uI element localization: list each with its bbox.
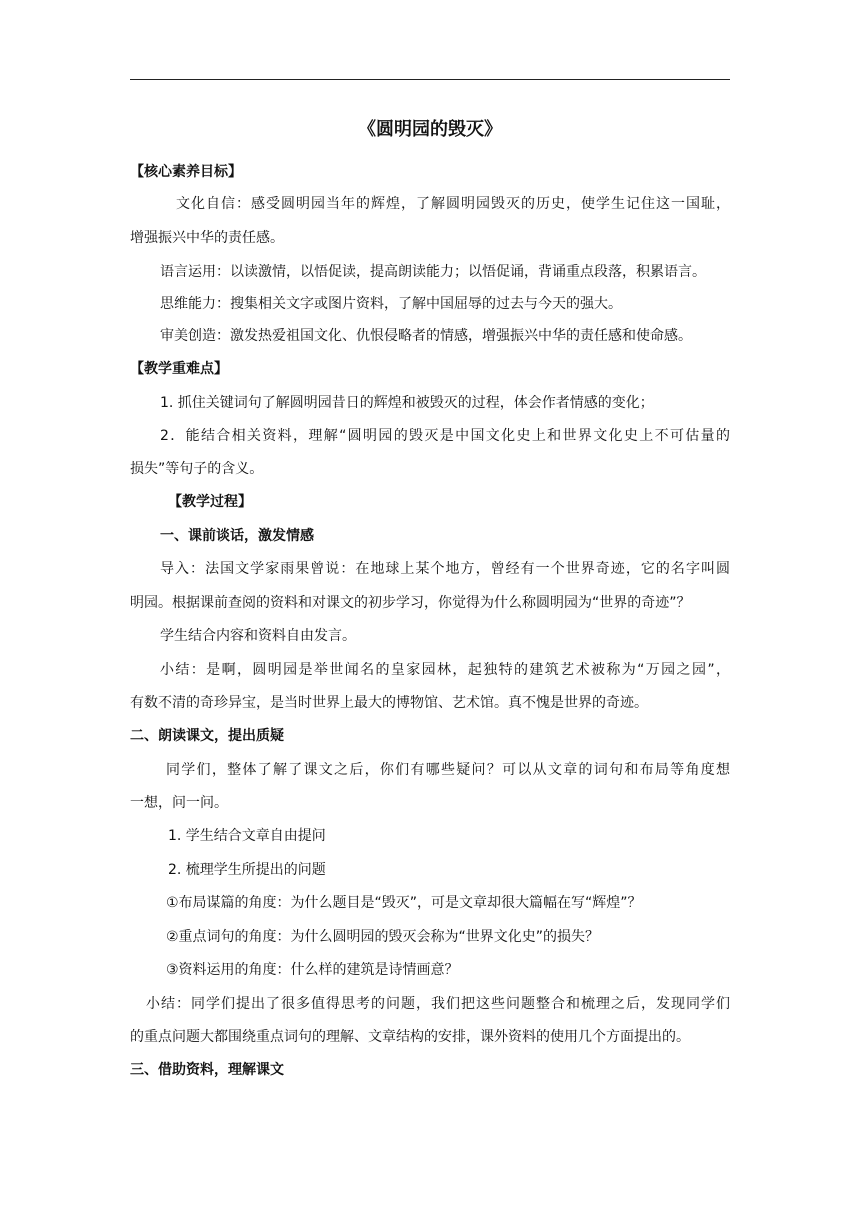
goal-culture-line-1: 文化自信：感受圆明园当年的辉煌，了解圆明园毁灭的历史，使学生记住这一国耻， [176,196,730,212]
step2-summary-line-2: 的重点问题大都围绕重点词句的理解、文章结构的安排，课外资料的使用几个方面提出的。 [130,1029,690,1045]
step3-heading: 三、借助资料，理解课文 [130,1062,284,1078]
step2-item-2: 2. 梳理学生所提出的问题 [168,862,326,878]
step1-student: 学生结合内容和资料自由发言。 [160,628,356,644]
step1-intro-line-1: 导入：法国文学家雨果曾说：在地球上某个地方，曾经有一个世界奇迹，它的名字叫圆 [160,561,730,577]
document-title: 《圆明园的毁灭》 [358,119,502,140]
goal-language: 语言运用：以读激情，以悟促读，提高朗读能力；以悟促诵，背诵重点段落，积累语言。 [160,264,706,280]
step1-heading: 一、课前谈话，激发情感 [160,528,314,544]
section-heading-key-points: 【教学重难点】 [130,361,228,377]
key-point-2-line-1: 2．能结合相关资料，理解“圆明园的毁灭是中国文化史上和世界文化史上不可估量的 [160,428,730,444]
section-heading-process: 【教学过程】 [168,494,252,510]
step1-summary-line-1: 小结：是啊，圆明园是举世闻名的皇家园林，起独特的建筑艺术被称为“万园之园”， [160,662,730,678]
step2-question-1: ①布局谋篇的角度：为什么题目是“毁灭”，可是文章却很大篇幅在写“辉煌”？ [166,895,642,911]
key-point-1: 1. 抓住关键词句了解圆明园昔日的辉煌和被毁灭的过程，体会作者情感的变化； [160,395,654,411]
header-rule [130,79,730,80]
step2-prompt-line-1: 同学们，整体了解了课文之后，你们有哪些疑问？可以从文章的词句和布局等角度想 [166,762,730,778]
step1-intro-line-2: 明园。根据课前查阅的资料和对课文的初步学习，你觉得为什么称圆明园为“世界的奇迹”？ [130,595,691,611]
goal-aesthetic: 审美创造：激发热爱祖国文化、仇恨侵略者的情感，增强振兴中华的责任感和使命感。 [160,328,692,344]
step2-question-2: ②重点词句的角度：为什么圆明园的毁灭会称为“世界文化史”的损失？ [166,929,600,945]
step2-prompt-line-2: 一想，问一问。 [130,795,228,811]
step2-question-3: ③资料运用的角度：什么样的建筑是诗情画意？ [166,962,459,978]
step2-heading: 二、朗读课文，提出质疑 [130,728,284,744]
step2-summary-line-1: 小结：同学们提出了很多值得思考的问题，我们把这些问题整合和梳理之后，发现同学们 [146,996,730,1012]
section-heading-goals: 【核心素养目标】 [130,164,242,180]
step2-item-1: 1. 学生结合文章自由提问 [168,828,326,844]
key-point-2-line-2: 损失”等句子的含义。 [130,461,264,477]
step1-summary-line-2: 有数不清的奇珍异宝，是当时世界上最大的博物馆、艺术馆。真不愧是世界的奇迹。 [130,695,648,711]
goal-culture-line-2: 增强振兴中华的责任感。 [130,230,284,246]
goal-thinking: 思维能力：搜集相关文字或图片资料，了解中国屈辱的过去与今天的强大。 [160,296,622,312]
